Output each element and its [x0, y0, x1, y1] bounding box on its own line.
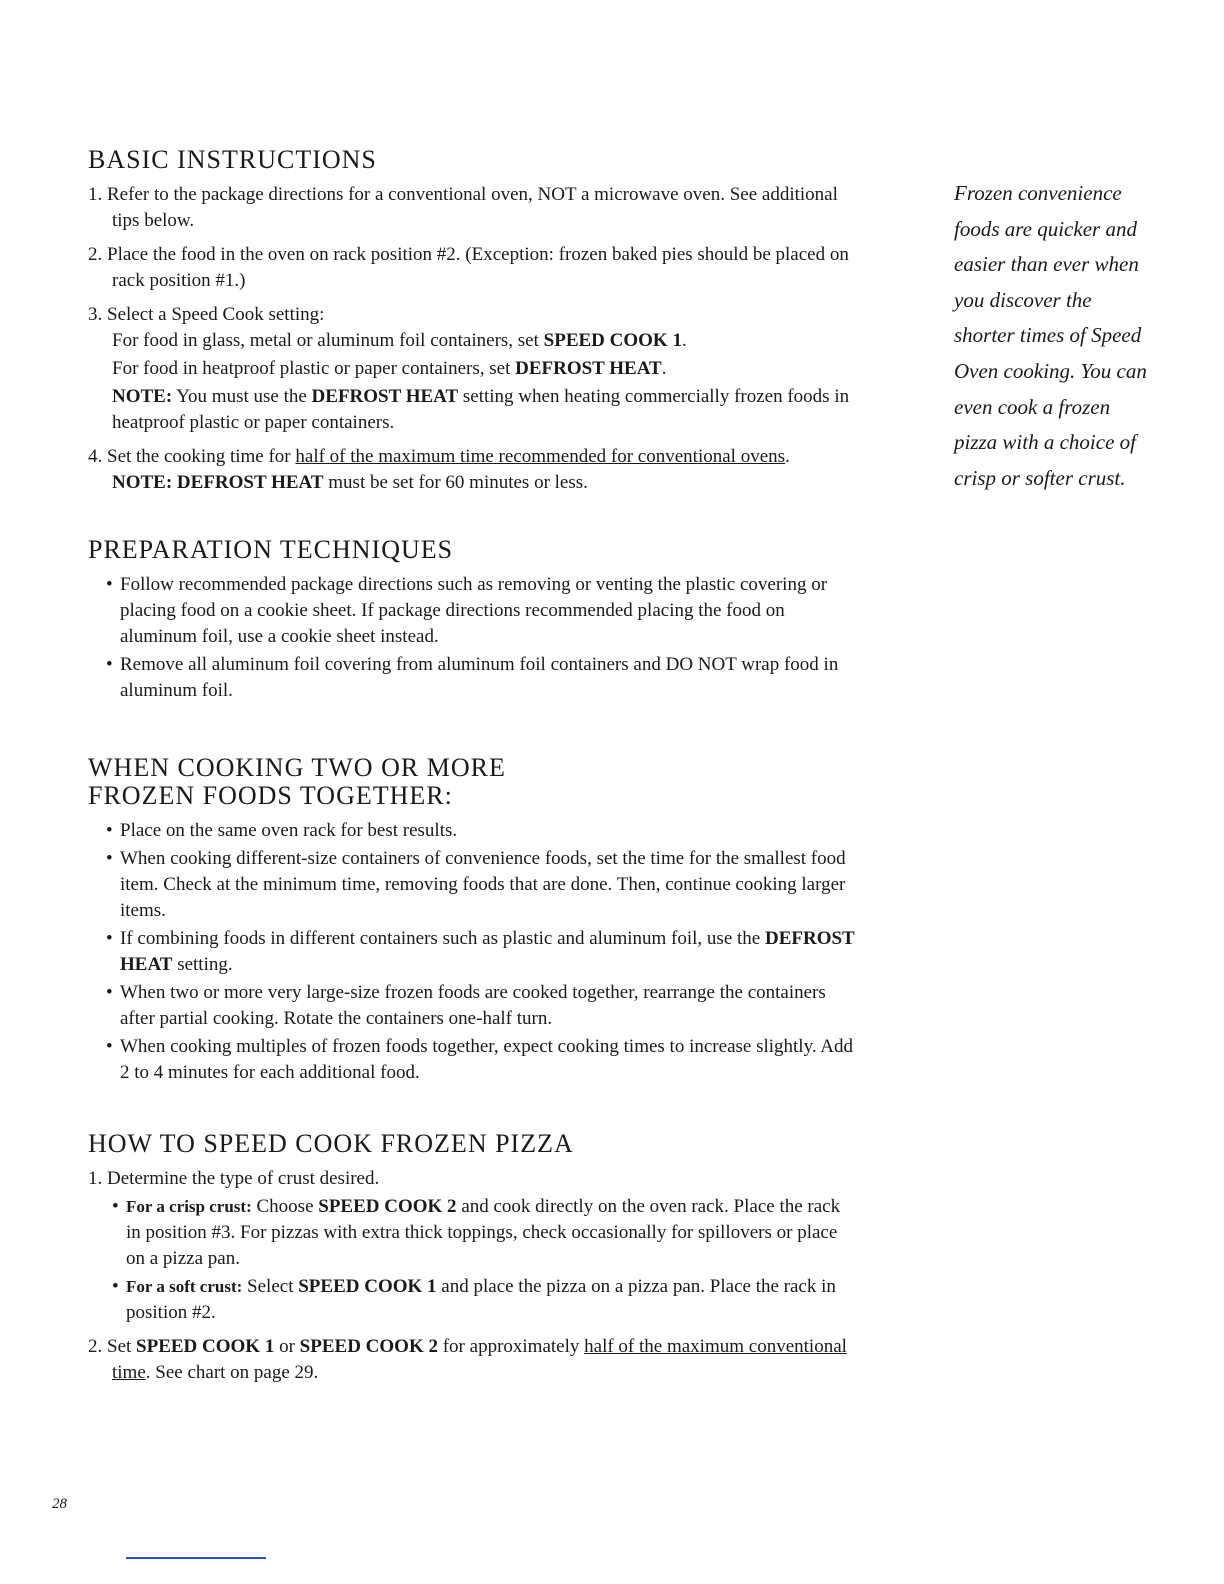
main-content	[88, 146, 858, 1394]
basic-step-4: 4. Set the cooking time for half of the maximum time recommended for conventional ovens.	[88, 446, 790, 467]
frozen-pizza-section	[88, 1130, 858, 1386]
multiple-foods-list	[88, 818, 858, 1086]
multiple-foods-heading-line-1: WHEN COOKING TWO OR MORE	[88, 753, 506, 782]
list-item: • For a crisp crust: Choose SPEED COOK 2 and cook directly on the oven rack. Place the rack in position #3. For pizzas with extra thick toppings, check occasionally for spillovers or place on a pizza pan.	[88, 1194, 858, 1272]
preparation-heading: PREPARATION TECHNIQUES	[88, 535, 454, 564]
footer-rule	[126, 1557, 266, 1559]
basic-instructions-heading: BASIC INSTRUCTIONS	[88, 145, 377, 174]
basic-step-3-plastic: For food in heatproof plastic or paper containers, set DEFROST HEAT.	[112, 358, 667, 379]
list-item: • When cooking different-size containers of convenience foods, set the time for the smallest food item. Check at the minimum time, removing foods that are done. Then, continue cooking larger items.	[88, 846, 858, 924]
frozen-pizza-heading: HOW TO SPEED COOK FROZEN PIZZA	[88, 1129, 574, 1158]
list-item: • When cooking multiples of frozen foods together, expect cooking times to increase slightly. Add 2 to 4 minutes for each additional food.	[88, 1034, 858, 1086]
basic-step-1: 1. Refer to the package directions for a conventional oven, NOT a microwave oven. See additional tips below.	[88, 184, 838, 231]
list-item: • For a soft crust: Select SPEED COOK 1 and place the pizza on a pizza pan. Place the rack in position #2.	[88, 1274, 858, 1326]
pizza-step-2: 2. Set SPEED COOK 1 or SPEED COOK 2 for approximately half of the maximum conventional time. See chart on page 29.	[88, 1336, 847, 1383]
multiple-foods-heading	[88, 754, 858, 810]
list-item: • Place on the same oven rack for best results.	[88, 818, 858, 844]
preparation-list	[88, 572, 858, 704]
basic-step-3-metal: For food in glass, metal or aluminum foil containers, set SPEED COOK 1.	[112, 330, 687, 351]
list-item: • When two or more very large-size frozen foods are cooked together, rearrange the containers after partial cooking. Rotate the containers one-half turn.	[88, 980, 858, 1032]
pizza-step-1: 1. Determine the type of crust desired.	[88, 1168, 380, 1189]
basic-step-3: 3. Select a Speed Cook setting:	[88, 304, 325, 325]
basic-note-1: NOTE: You must use the DEFROST HEAT setting when heating commercially frozen foods in heatproof plastic or paper containers.	[112, 386, 850, 433]
list-item: • If combining foods in different containers such as plastic and aluminum foil, use the DEFROST HEAT setting.	[88, 926, 858, 978]
basic-instructions-section	[88, 146, 858, 496]
basic-step-2: 2. Place the food in the oven on rack position #2. (Exception: frozen baked pies should be placed on rack position #1.)	[88, 244, 849, 291]
multiple-foods-heading-line-2: FROZEN FOODS TOGETHER:	[88, 781, 453, 810]
multiple-foods-section	[88, 754, 858, 1086]
basic-note-2: NOTE: DEFROST HEAT must be set for 60 minutes or less.	[112, 472, 588, 493]
preparation-section	[88, 536, 858, 704]
pizza-crust-list	[88, 1194, 858, 1326]
list-item: • Follow recommended package directions such as removing or venting the plastic covering or placing food on a cookie sheet. If package directions recommended placing the food on aluminum foil, use a cookie sheet instead.	[88, 572, 858, 650]
list-item: • Remove all aluminum foil covering from aluminum foil containers and DO NOT wrap food in aluminum foil.	[88, 652, 858, 704]
sidebar-note: Frozen convenience foods are quicker and easier than ever when you discover the shorter times of Speed Oven cooking. You can even cook a frozen pizza with a choice of crisp or softer crust.	[954, 181, 1147, 490]
page-number: 28	[52, 1496, 67, 1512]
